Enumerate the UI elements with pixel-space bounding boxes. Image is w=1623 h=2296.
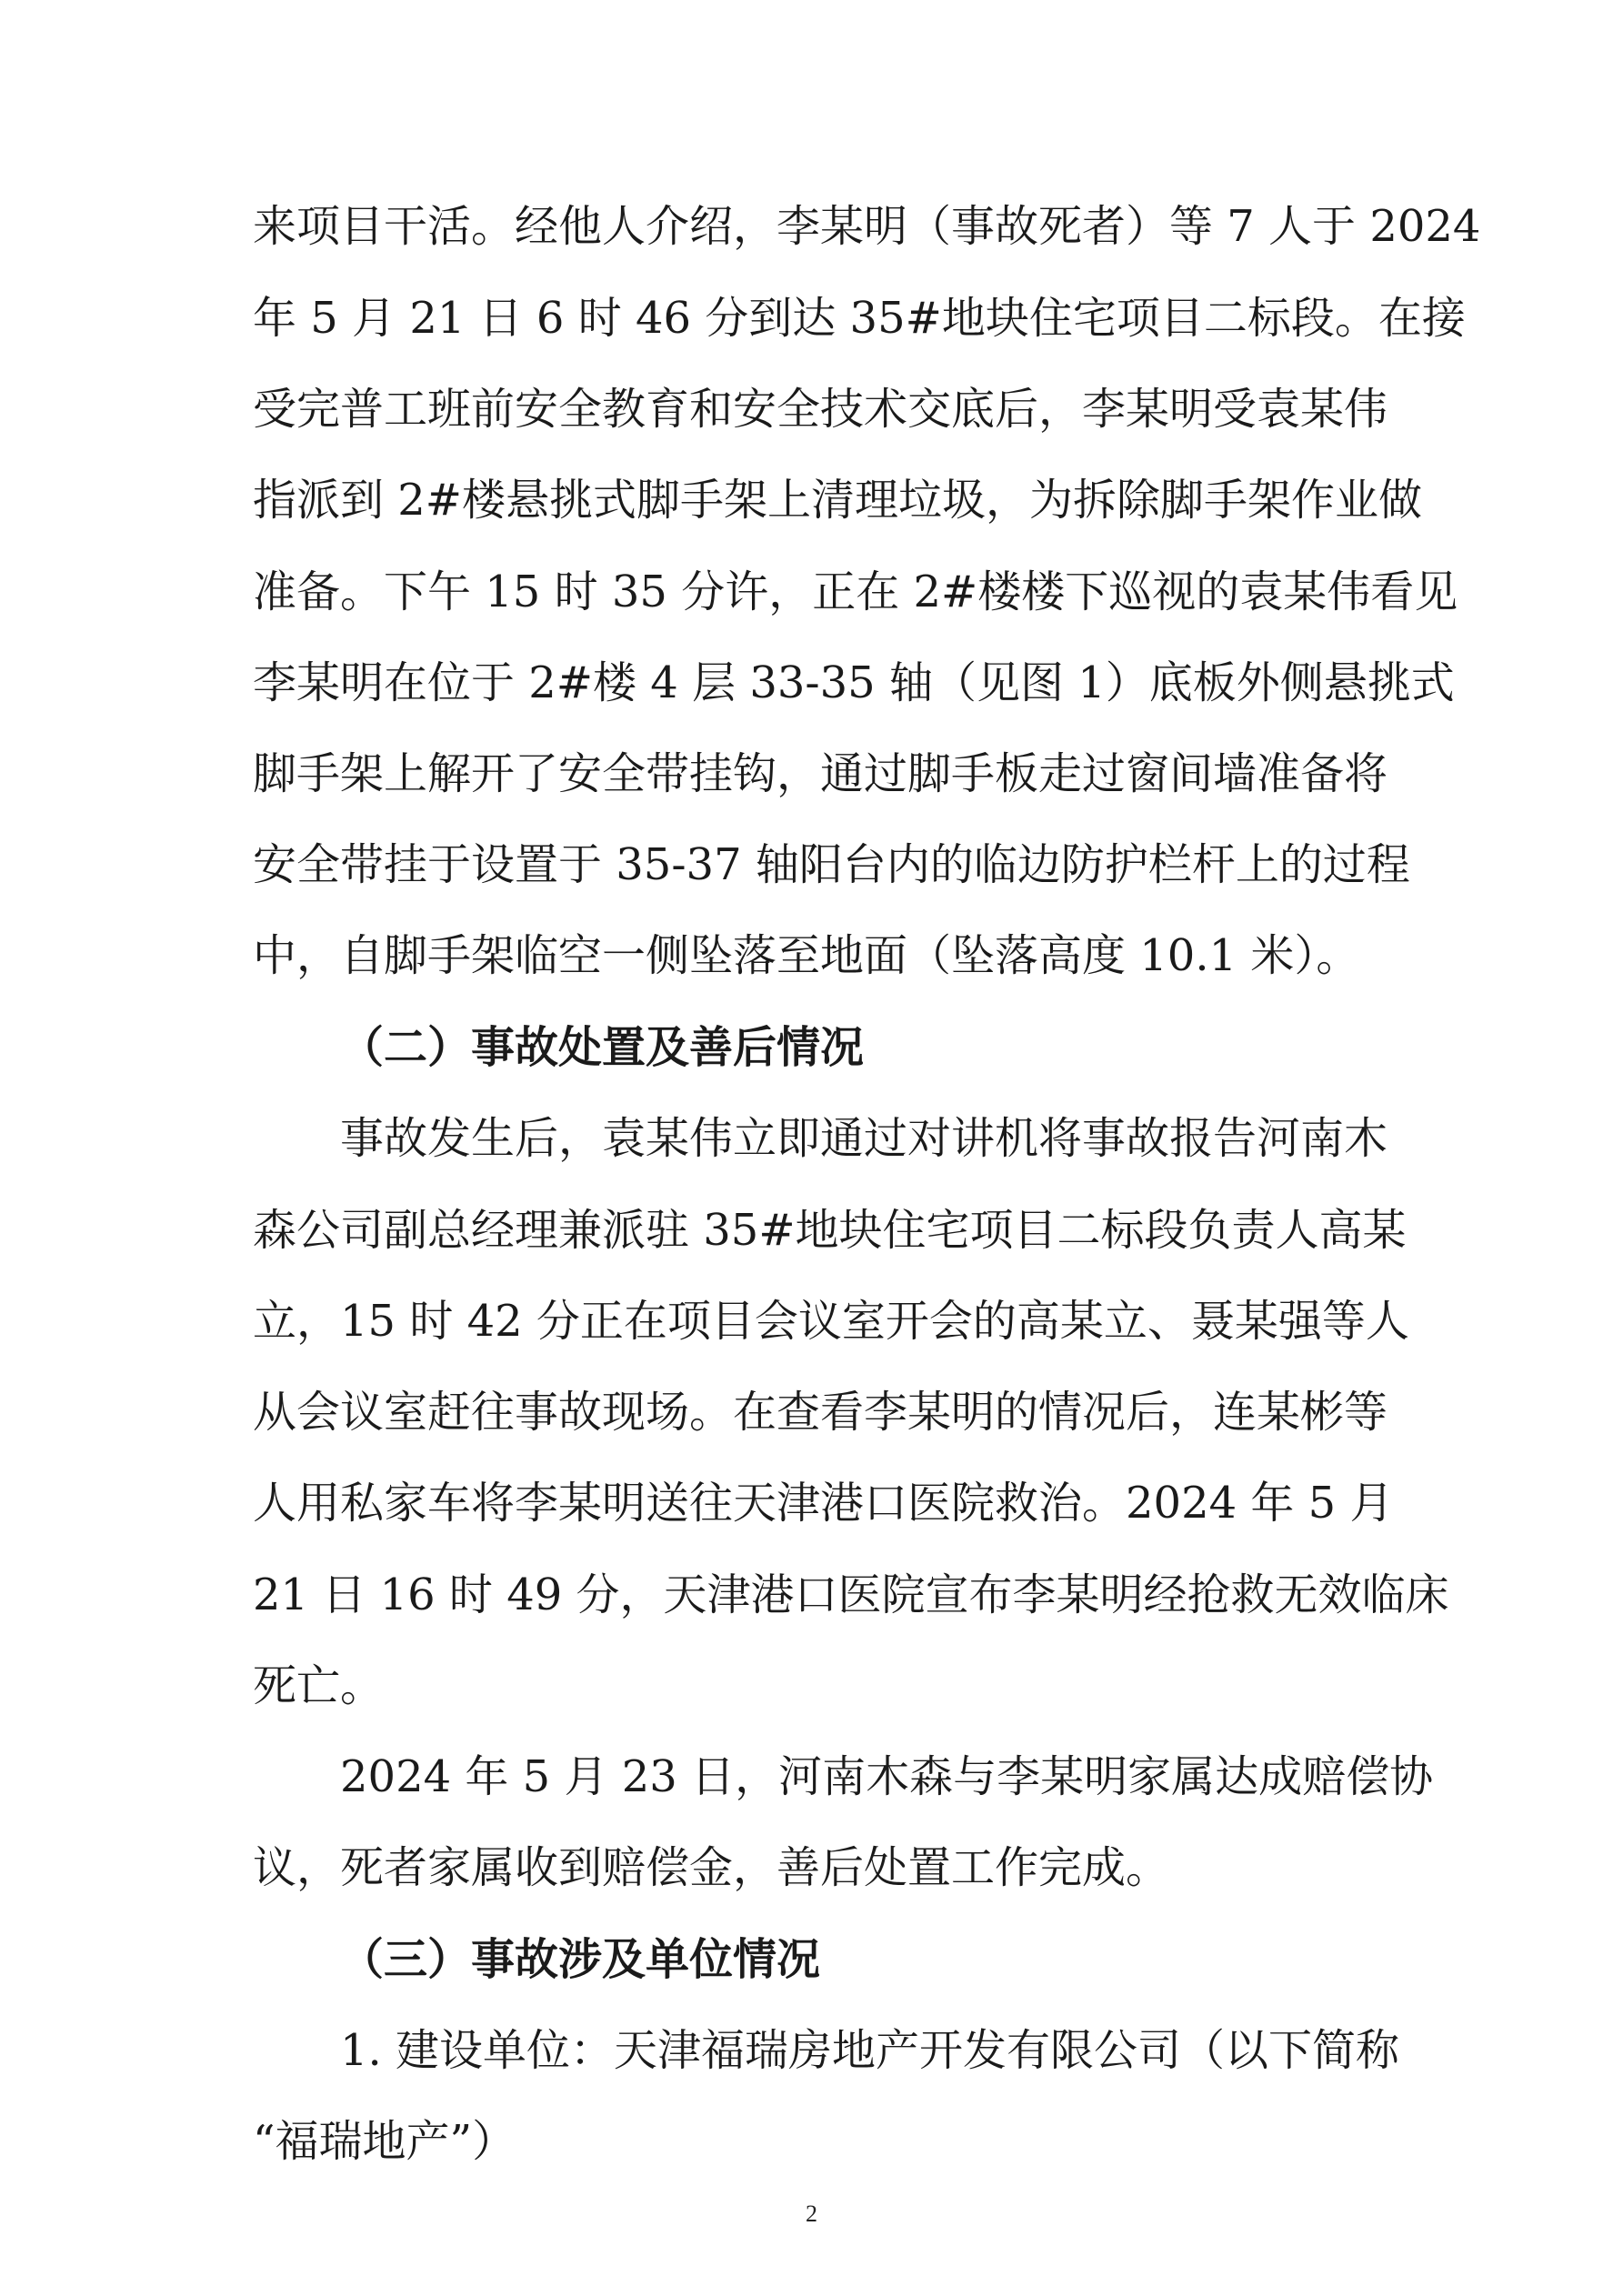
section-heading: （二）事故处置及善后情况 <box>340 1022 865 1073</box>
paragraph-line: 21 日 16 时 49 分，天津港口医院宣布李某明经抢救无效临床 <box>253 1569 1449 1620</box>
paragraph-line: 死亡。 <box>253 1660 385 1711</box>
page-number: 2 <box>806 2201 817 2227</box>
paragraph-line: 来项目干活。经他人介绍，李某明（事故死者）等 7 人于 2024 <box>253 201 1481 252</box>
paragraph-line: 立，15 时 42 分正在项目会议室开会的高某立、聂某强等人 <box>253 1296 1409 1347</box>
paragraph-line: 2024 年 5 月 23 日，河南木森与李某明家属达成赔偿协 <box>340 1751 1434 1802</box>
paragraph-line: 1. 建设单位：天津福瑞房地产开发有限公司（以下简称 <box>340 2025 1400 2076</box>
paragraph-line: 脚手架上解开了安全带挂钩，通过脚手板走过窗间墙准备将 <box>253 748 1388 799</box>
paragraph-line: 指派到 2#楼悬挑式脚手架上清理垃圾，为拆除脚手架作业做 <box>253 475 1423 526</box>
paragraph-line: 中，自脚手架临空一侧坠落至地面（坠落高度 10.1 米）。 <box>253 930 1360 981</box>
paragraph-line: 议，死者家属收到赔偿金，善后处置工作完成。 <box>253 1842 1170 1893</box>
paragraph-line: 准备。下午 15 时 35 分许，正在 2#楼楼下巡视的袁某伟看见 <box>253 566 1458 617</box>
paragraph-line: 年 5 月 21 日 6 时 46 分到达 35#地块住宅项目二标段。在接 <box>253 293 1466 344</box>
paragraph-line: 受完普工班前安全教育和安全技术交底后，李某明受袁某伟 <box>253 384 1388 435</box>
paragraph-line: 从会议室赶往事故现场。在查看李某明的情况后，连某彬等 <box>253 1387 1388 1438</box>
paragraph-line: 安全带挂于设置于 35-37 轴阳台内的临边防护栏杆上的过程 <box>253 839 1410 890</box>
paragraph-line: 森公司副总经理兼派驻 35#地块住宅项目二标段负责人高某 <box>253 1205 1407 1256</box>
paragraph-line: 李某明在位于 2#楼 4 层 33-35 轴（见图 1）底板外侧悬挑式 <box>253 657 1455 708</box>
section-heading: （三）事故涉及单位情况 <box>340 1934 821 1985</box>
paragraph-line: 人用私家车将李某明送往天津港口医院救治。2024 年 5 月 <box>253 1478 1394 1529</box>
paragraph-line: 事故发生后，袁某伟立即通过对讲机将事故报告河南木 <box>340 1113 1388 1164</box>
paragraph-line: “福瑞地产”） <box>253 2116 516 2167</box>
